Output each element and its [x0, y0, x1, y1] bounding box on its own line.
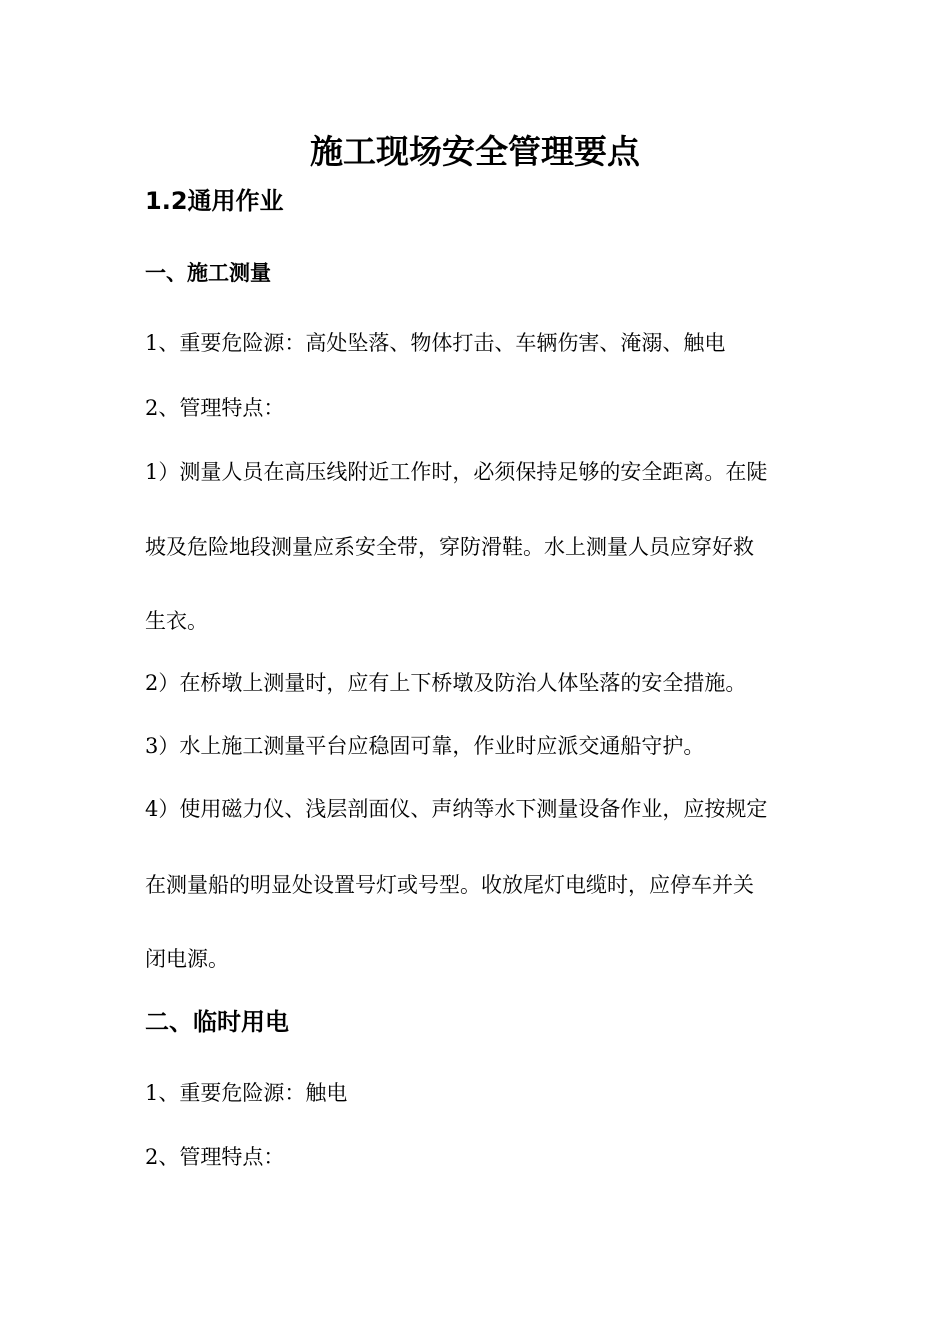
- page-title: 施工现场安全管理要点: [310, 132, 640, 171]
- survey-item1-line1: 1）测量人员在高压线附近工作时，必须保持足够的安全距离。在陡: [145, 460, 768, 484]
- survey-item4-line2: 在测量船的明显处设置号灯或号型。收放尾灯电缆时，应停车并关: [145, 873, 754, 897]
- electricity-features-label: 2、管理特点：: [145, 1145, 285, 1169]
- survey-item3: 3）水上施工测量平台应稳固可靠，作业时应派交通船守护。: [145, 734, 705, 758]
- electricity-hazards: 1、重要危险源：触电: [145, 1081, 348, 1105]
- section-heading-electricity: 二、临时用电: [145, 1008, 289, 1036]
- survey-features-label: 2、管理特点：: [145, 396, 285, 420]
- survey-item4-line1: 4）使用磁力仪、浅层剖面仪、声纳等水下测量设备作业，应按规定: [145, 797, 768, 821]
- survey-hazards: 1、重要危险源：高处坠落、物体打击、车辆伤害、淹溺、触电: [145, 331, 726, 355]
- section-heading-survey: 一、施工测量: [145, 261, 271, 285]
- survey-item1-line3: 生衣。: [145, 609, 208, 633]
- survey-item4-line3: 闭电源。: [145, 947, 229, 971]
- subsection-heading: 1.2通用作业: [145, 187, 284, 215]
- survey-item1-line2: 坡及危险地段测量应系安全带，穿防滑鞋。水上测量人员应穿好救: [145, 535, 754, 559]
- survey-item2: 2）在桥墩上测量时，应有上下桥墩及防治人体坠落的安全措施。: [145, 671, 747, 695]
